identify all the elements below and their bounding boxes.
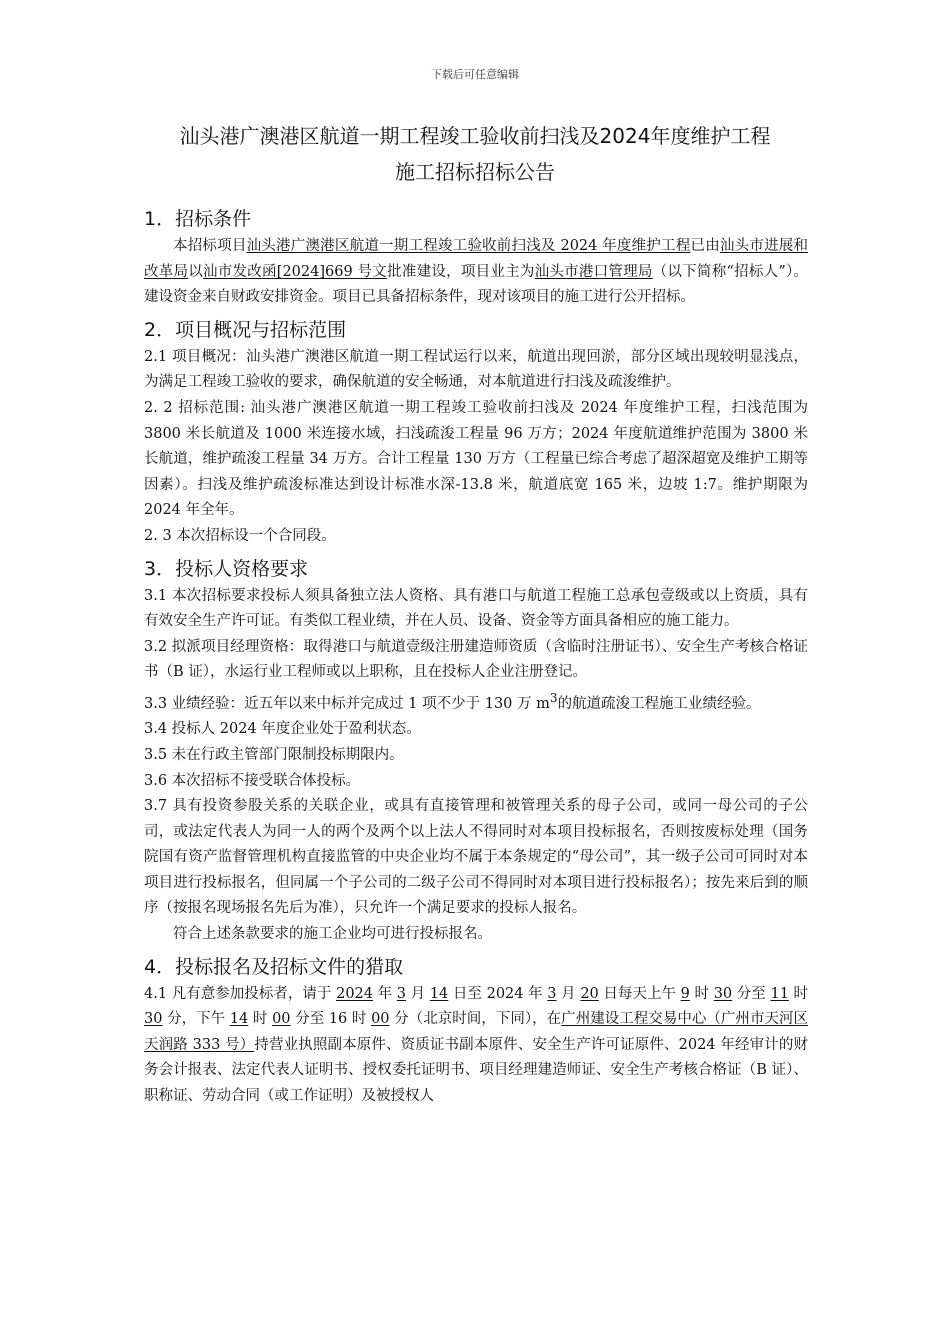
document-title-line2: 施工招标招标公告 [395,160,555,184]
paragraph-2-3: 2. 3 本次招标设一个合同段。 [144,527,336,544]
paragraph-3-3: 3.3 业绩经验：近五年以来中标并完成过 1 项不少于 130 万 $m^3$的航道疏浚工程施工业绩经验。 [144,690,761,712]
section-4-heading: 4．投标报名及招标文件的猎取 [144,955,404,978]
paragraph-3-6: 3.6 本次招标不接受联合体投标。 [144,772,361,789]
paragraph-3-1: 3.1 本次招标要求投标人须具备独立法人资格、具有港口与航道工程施工总承包壹级或以上资质，具有有效安全生产许可证。有类似工程业绩，并在人员、设备、资金等方面具备相应的施工能力。 [144,587,808,630]
document-body [144,200,808,1110]
section-2-heading: 2．项目概况与招标范围 [144,318,347,341]
document-title-line1: 汕头港广澳港区航道一期工程竣工验收前扫浅及2024年度维护工程 [179,124,771,148]
paragraph-3-5: 3.5 未在行政主管部门限制投标期限内。 [144,746,404,763]
page-header: 下载后可任意编辑 [431,68,519,81]
section-1-paragraph: 本招标项目汕头港广澳港区航道一期工程竣工验收前扫浅及 2024 年度维护工程已由汕头市进展和改革局以汕市发改函[2024]669 号文批准建设，项目业主为汕头市港口管理局（以下简称“招标人”）。建设资金来自财政安排资金。项目已具备招标条件，现对该项目的施工进行公开招标。 [144,238,809,306]
paragraph-4-1: 4.1 凡有意参加投标者，请于 2024 年 3 月 14 日至 2024 年 3 月 20 日每天上午 9 时 30 分至 11 时 30 分，下午 14 时 00 分至 16 时 00 分（北京时间，下同），在广州建设工程交易中心（广州市天河区天润路 333 号）持营业执照副本原件、资质证书副本原件、安全生产许可证原件、2024 年经审计的财务会计报表、法定代表人证明书、授权委托证明书、项目经理建造师证、安全生产考核合格证（B 证）、职称证、劳动合同（或工作证明）及被授权人 [144,985,809,1105]
paragraph-2-2: 2. 2 招标范围: 汕头港广澳港区航道一期工程竣工验收前扫浅及 2024 年度维护工程，扫浅范围为 3800 米长航道及 1000 米连接水域，扫浅疏浚工程量 96 万方；2024 年度航道维护范围为 3800 米长航道，维护疏浚工程量 34 万方。合计工程量 130 万方（工程量已综合考虑了超深超宽及维护工期等因素）。扫浅及维护疏浚标准达到设计标准水深-13.8 米，航道底宽 165 米，边坡 1:7。维护期限为 2024 年全年。 [144,399,808,519]
paragraph-3-8: 符合上述条款要求的施工企业均可进行投标报名。 [173,926,492,943]
paragraph-2-1: 2.1 项目概况：汕头港广澳港区航道一期工程试运行以来，航道出现回淤，部分区域出现较明显浅点，为满足工程竣工验收的要求，确保航道的安全畅通，对本航道进行扫浅及疏浚维护。 [144,348,808,391]
paragraph-3-4: 3.4 投标人 2024 年度企业处于盈利状态。 [144,721,421,738]
paragraph-3-7: 3.7 具有投资参股关系的关联企业，或具有直接管理和被管理关系的母子公司，或同一母公司的子公司，或法定代表人为同一人的两个及两个以上法人不得同时对本项目投标报名，否则按废标处理（国务院国有资产监督管理机构直接监管的中央企业均不属于本条规定的“母公司”，其一级子公司可同时对本项目进行投标报名，但同属一个子公司的二级子公司不得同时对本项目进行投标报名）；按先来后到的顺序（按报名现场报名先后为准），只允许一个满足要求的投标人报名。 [144,798,808,917]
section-3-heading: 3．投标人资格要求 [144,557,309,580]
section-1-heading: 1．招标条件 [144,208,252,230]
paragraph-3-2: 3.2 拟派项目经理资格：取得港口与航道壹级注册建造师资质（含临时注册证书）、安全生产考核合格证书（B 证），水运行业工程师或以上职称，且在投标人企业注册登记。 [144,638,808,681]
